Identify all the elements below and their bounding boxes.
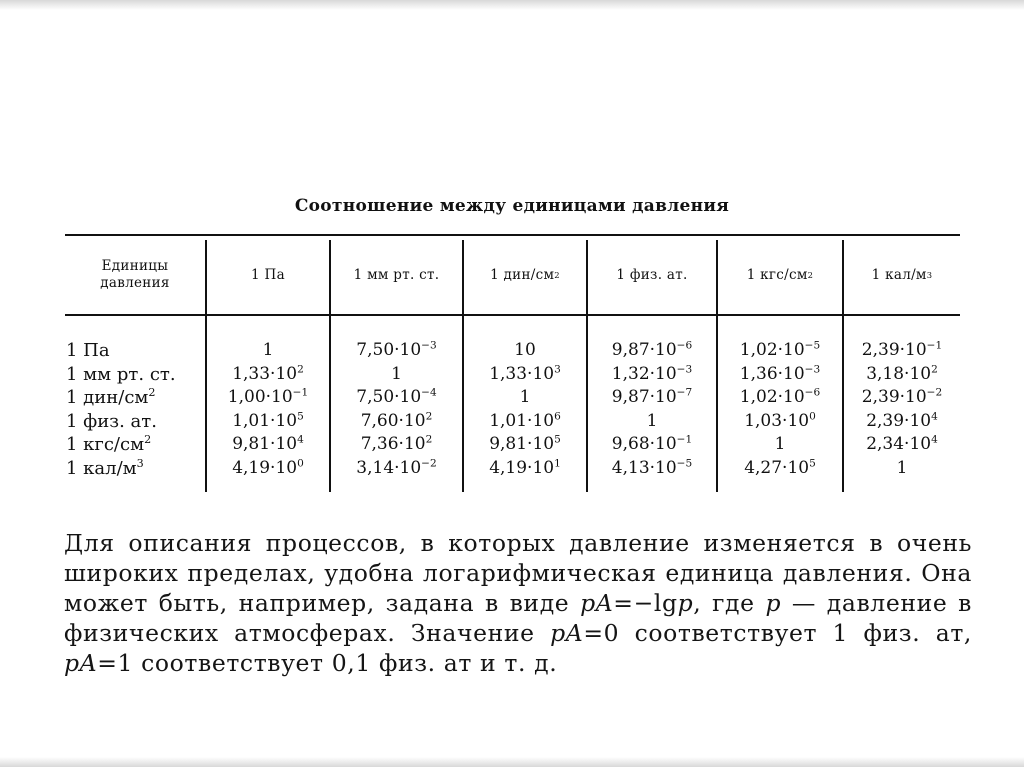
cell-mantissa: 1,01·10 (489, 410, 555, 431)
cell-mantissa: 1,02·10 (739, 387, 805, 407)
cell-mantissa: 1 (519, 387, 531, 407)
column-header-label: 1 дин/см (490, 266, 555, 283)
paragraph-text: =0 соответствует 1 физ. ат, (583, 619, 972, 647)
column-header-label: 1 кал/м (871, 266, 927, 283)
cell-mantissa: 10 (514, 340, 536, 360)
row-label (66, 386, 206, 410)
math-variable: p (677, 589, 694, 617)
cell-exponent: 2 (425, 409, 433, 422)
cell-mantissa: 2,34·10 (866, 434, 932, 454)
math-variable: p (765, 589, 782, 617)
table-cell (207, 386, 329, 410)
cell-mantissa: 7,50·10 (356, 340, 422, 360)
description-paragraph (64, 528, 972, 678)
cell-exponent: 5 (297, 409, 304, 422)
cell-exponent: −1 (926, 339, 943, 352)
cell-exponent: 3 (554, 362, 561, 375)
table-cell (464, 457, 586, 481)
table-cell (588, 433, 716, 457)
cell-mantissa: 3,14·10 (356, 457, 422, 478)
cell-exponent: −5 (676, 456, 693, 469)
table-cell (207, 363, 329, 387)
column-header (331, 236, 462, 314)
cell-exponent: −6 (676, 339, 693, 352)
table-cell (464, 410, 586, 434)
row-label-text: 1 физ. ат. (66, 410, 157, 432)
table-cell (844, 339, 960, 363)
table-cell (464, 433, 586, 457)
slide-frame-top (0, 0, 1024, 10)
table-cell (718, 433, 842, 457)
cell-mantissa: 3,18·10 (866, 363, 932, 384)
row-label-text: 1 мм рт. ст. (66, 363, 176, 385)
table-cell (331, 457, 462, 481)
column-header: 1 дин/см 2 (490, 266, 560, 283)
column-header: 1 кгс/см 2 (746, 266, 814, 283)
table-cell (331, 410, 462, 434)
cell-exponent: 2 (297, 362, 304, 375)
row-label (66, 339, 206, 363)
cell-mantissa: 9,81·10 (489, 434, 555, 454)
table-header-rule (65, 314, 960, 316)
cell-mantissa: 7,36·10 (360, 434, 426, 454)
cell-exponent: −5 (804, 339, 821, 352)
table-cell (207, 410, 329, 434)
cell-exponent: 2 (425, 433, 433, 446)
paragraph-text: Для описания процессов, в которых давление изменяется в очень широких пределах, удобна логарифмическая единица давления. Она может быть, например, задана в виде (64, 529, 972, 617)
cell-exponent: −7 (676, 386, 693, 399)
row-label (66, 363, 206, 387)
table-title: Соотношение между единицами давления (294, 196, 730, 216)
cell-mantissa: 1,01·10 (232, 410, 298, 431)
row-label (66, 433, 206, 457)
cell-mantissa: 4,13·10 (611, 457, 677, 478)
math-variable: pA (580, 589, 614, 617)
cell-exponent: −1 (676, 433, 693, 446)
cell-mantissa: 9,87·10 (611, 387, 677, 407)
table-cell (464, 363, 586, 387)
table-cell (207, 339, 329, 363)
cell-mantissa: 4,27·10 (744, 457, 810, 478)
table-cell (844, 410, 960, 434)
row-label-text: 1 кал/м (66, 457, 137, 479)
cell-mantissa: 7,50·10 (356, 387, 422, 407)
cell-mantissa: 1 (896, 457, 908, 478)
column-header-label: 1 кгс/см (746, 266, 808, 283)
table-cell (464, 339, 586, 363)
math-variable: pA (550, 619, 584, 647)
table-cell (331, 386, 462, 410)
row-label-exponent: 3 (136, 456, 144, 470)
cell-exponent: 2 (931, 362, 938, 375)
table-cell (588, 386, 716, 410)
row-label-exponent: 2 (148, 386, 156, 399)
header-corner-line: давления (100, 275, 170, 291)
cell-mantissa: 1 (646, 410, 658, 431)
cell-mantissa: 1 (262, 340, 274, 360)
cell-mantissa: 1,33·10 (232, 363, 298, 384)
row-label (66, 410, 206, 434)
paragraph-text: =1 соответствует 0,1 физ. ат и т. д. (97, 649, 558, 677)
table-cell (207, 457, 329, 481)
cell-mantissa: 1,36·10 (739, 363, 805, 384)
cell-exponent: −1 (292, 386, 309, 399)
cell-exponent: 5 (554, 433, 561, 446)
cell-mantissa: 1,33·10 (489, 363, 555, 384)
row-label-text: 1 кгс/см (66, 434, 145, 455)
cell-exponent: −3 (804, 362, 821, 375)
table-cell (844, 386, 960, 410)
cell-exponent: −3 (421, 339, 437, 352)
math-variable: pA (64, 649, 98, 677)
header-corner-line: Единицы (101, 258, 169, 274)
row-label (66, 457, 206, 481)
cell-exponent: 4 (297, 433, 304, 446)
header-corner (66, 236, 204, 314)
cell-mantissa: 2,39·10 (861, 340, 927, 360)
table-cell (588, 457, 716, 481)
row-label-text: 1 дин/см (66, 387, 149, 408)
paragraph-text: =−lg (613, 589, 678, 617)
column-header: 1 кал/м 3 (871, 266, 933, 283)
column-header (588, 236, 716, 314)
cell-exponent: 5 (809, 456, 816, 469)
cell-exponent: 0 (297, 456, 304, 469)
paragraph-text: — давление в физических атмосферах. Значение (64, 589, 972, 647)
cell-exponent: −2 (926, 386, 943, 399)
table-cell (844, 457, 960, 481)
cell-exponent: 6 (554, 409, 561, 422)
paragraph-text: , где (693, 589, 766, 617)
cell-mantissa: 1 (391, 363, 402, 384)
cell-mantissa: 1,32·10 (611, 363, 677, 384)
row-label-text: 1 Па (66, 340, 110, 361)
table-cell (718, 363, 842, 387)
cell-mantissa: 9,81·10 (232, 434, 298, 454)
table-cell (331, 433, 462, 457)
cell-mantissa: 1,00·10 (227, 387, 293, 407)
table-cell (718, 457, 842, 481)
table-cell (718, 386, 842, 410)
cell-mantissa: 7,60·10 (360, 410, 426, 431)
table-cell (844, 433, 960, 457)
column-header-label: 1 мм рт. ст. (353, 266, 440, 283)
cell-exponent: 1 (554, 456, 561, 469)
cell-exponent: −2 (421, 456, 437, 469)
column-header-label: 1 Па (251, 266, 285, 283)
table-cell (331, 363, 462, 387)
row-label-exponent: 2 (144, 433, 152, 446)
table-cell (588, 410, 716, 434)
table-cell (331, 339, 462, 363)
cell-exponent: −4 (421, 386, 437, 399)
table-cell (588, 339, 716, 363)
slide-frame-bottom (0, 757, 1024, 767)
table-cell (207, 433, 329, 457)
cell-mantissa: 1 (774, 434, 786, 454)
table-cell (464, 386, 586, 410)
cell-exponent: −6 (804, 386, 821, 399)
cell-exponent: 0 (809, 409, 816, 422)
table-cell (588, 363, 716, 387)
cell-mantissa: 9,87·10 (611, 340, 677, 360)
cell-exponent: 4 (931, 409, 938, 422)
table-cell (718, 410, 842, 434)
cell-mantissa: 2,39·10 (866, 410, 932, 431)
table-cell (844, 363, 960, 387)
cell-mantissa: 2,39·10 (861, 387, 927, 407)
cell-mantissa: 4,19·10 (489, 457, 555, 478)
cell-mantissa: 1,02·10 (739, 340, 805, 360)
cell-mantissa: 4,19·10 (232, 457, 298, 478)
table-cell (718, 339, 842, 363)
cell-exponent: 4 (931, 433, 938, 446)
cell-mantissa: 1,03·10 (744, 410, 810, 431)
column-header-label: 1 физ. ат. (616, 266, 688, 283)
cell-mantissa: 9,68·10 (611, 434, 677, 454)
cell-exponent: −3 (676, 362, 693, 375)
column-header (207, 236, 329, 314)
